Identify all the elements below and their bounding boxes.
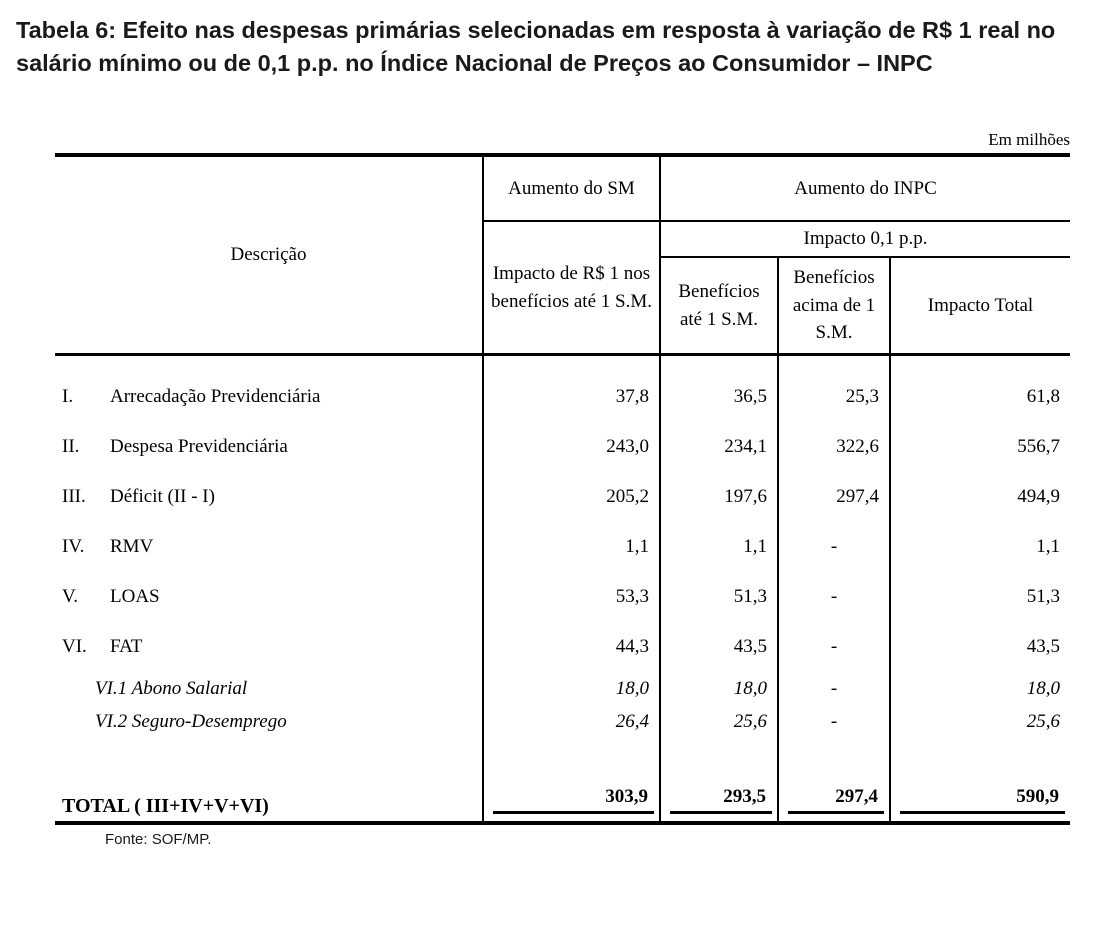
source-note: Fonte: SOF/MP. bbox=[105, 831, 212, 849]
header-beneficios-ate: Benefícios até 1 S.M. bbox=[660, 257, 778, 355]
table-row bbox=[55, 472, 1070, 522]
table-subrow bbox=[55, 672, 1070, 705]
cell-value: 234,1 bbox=[660, 422, 778, 472]
total-cell bbox=[778, 738, 890, 823]
cell-value: 205,2 bbox=[483, 472, 660, 522]
row-label-text: FAT bbox=[110, 636, 143, 658]
total-label: TOTAL ( III+IV+V+VI) bbox=[55, 738, 483, 823]
row-label bbox=[55, 705, 483, 738]
header-impacto-total: Impacto Total bbox=[890, 257, 1070, 355]
row-label-text: RMV bbox=[110, 536, 154, 558]
table-subrow bbox=[55, 705, 1070, 738]
table-row bbox=[55, 572, 1070, 622]
cell-value: 1,1 bbox=[660, 522, 778, 572]
cell-value: 494,9 bbox=[1017, 486, 1061, 508]
row-label bbox=[55, 422, 483, 472]
row-numeral: V. bbox=[62, 586, 79, 608]
header-beneficios-acima: Benefícios acima de 1 S.M. bbox=[778, 257, 890, 355]
total-value: 293,5 bbox=[670, 786, 772, 814]
table-row bbox=[55, 522, 1070, 572]
row-label-text: VI.2 Seguro-Desemprego bbox=[95, 710, 287, 732]
row-label bbox=[55, 572, 483, 622]
table-total-row bbox=[55, 738, 1070, 823]
cell-value: 43,5 bbox=[1026, 636, 1061, 658]
cell-value: 1,1 bbox=[483, 522, 660, 572]
cell-value: - bbox=[778, 705, 890, 738]
row-numeral: IV. bbox=[62, 536, 85, 558]
cell-value: 26,4 bbox=[483, 705, 660, 738]
data-table bbox=[55, 153, 1070, 826]
row-label-text: Déficit (II - I) bbox=[110, 486, 215, 508]
cell-value: 18,0 bbox=[660, 672, 778, 705]
cell-value: - bbox=[778, 572, 890, 622]
row-label bbox=[55, 622, 483, 672]
cell-value: 44,3 bbox=[483, 622, 660, 672]
cell-value: 51,3 bbox=[660, 572, 778, 622]
cell-value: - bbox=[778, 672, 890, 705]
cell-value: 322,6 bbox=[778, 422, 890, 472]
cell-value: 243,0 bbox=[483, 422, 660, 472]
row-label-text: LOAS bbox=[110, 586, 160, 608]
cell-value: - bbox=[778, 622, 890, 672]
total-value: 303,9 bbox=[493, 786, 654, 814]
row-numeral: III. bbox=[62, 486, 86, 508]
row-label-text: Despesa Previdenciária bbox=[110, 436, 288, 458]
header-group-aumento-inpc: Aumento do INPC bbox=[660, 155, 1070, 221]
cell-value: 25,3 bbox=[778, 355, 890, 423]
cell-value: 51,3 bbox=[1026, 586, 1061, 608]
document-page bbox=[0, 14, 1101, 848]
row-numeral: II. bbox=[62, 436, 80, 458]
total-cell bbox=[483, 738, 660, 823]
cell-value: 53,3 bbox=[483, 572, 660, 622]
cell-value: 25,6 bbox=[660, 705, 778, 738]
cell-value: 43,5 bbox=[660, 622, 778, 672]
row-label bbox=[55, 355, 483, 423]
cell-value: 1,1 bbox=[1036, 536, 1061, 558]
row-label bbox=[55, 672, 483, 705]
header-group-aumento-sm: Aumento do SM bbox=[483, 155, 660, 221]
cell-value: 556,7 bbox=[1017, 436, 1061, 458]
row-numeral: VI. bbox=[62, 636, 87, 658]
cell-value: 197,6 bbox=[660, 472, 778, 522]
table-row bbox=[55, 622, 1070, 672]
cell-value: 37,8 bbox=[483, 355, 660, 423]
row-label-text: Arrecadação Previdenciária bbox=[110, 386, 321, 408]
total-value: 590,9 bbox=[900, 786, 1065, 814]
row-numeral: I. bbox=[62, 386, 74, 408]
table-row bbox=[55, 422, 1070, 472]
total-value: 297,4 bbox=[788, 786, 884, 814]
row-label bbox=[55, 472, 483, 522]
cell-value: 18,0 bbox=[483, 672, 660, 705]
total-cell bbox=[660, 738, 778, 823]
table-row bbox=[55, 355, 1070, 423]
row-label-text: VI.1 Abono Salarial bbox=[95, 677, 248, 699]
cell-value: 18,0 bbox=[1026, 677, 1061, 699]
header-impacto-inpc: Impacto 0,1 p.p. bbox=[660, 221, 1070, 257]
cell-value: 25,6 bbox=[1026, 710, 1061, 732]
table-caption: Tabela 6: Efeito nas despesas primárias selecionadas em resposta à variação de R$ 1 real no salário mínimo ou de 0,1 p.p. no Índice Nacional de Preços ao Consumidor – INPC bbox=[16, 17, 1056, 76]
cell-value: 36,5 bbox=[660, 355, 778, 423]
total-cell bbox=[890, 738, 1070, 823]
cell-value: - bbox=[778, 522, 890, 572]
header-descricao: Descrição bbox=[55, 155, 483, 355]
unit-note: Em milhões bbox=[988, 129, 1070, 149]
cell-value: 61,8 bbox=[1026, 386, 1061, 408]
header-impacto-sm: Impacto de R$ 1 nos benefícios até 1 S.M. bbox=[483, 221, 660, 355]
row-label bbox=[55, 522, 483, 572]
cell-value: 297,4 bbox=[778, 472, 890, 522]
